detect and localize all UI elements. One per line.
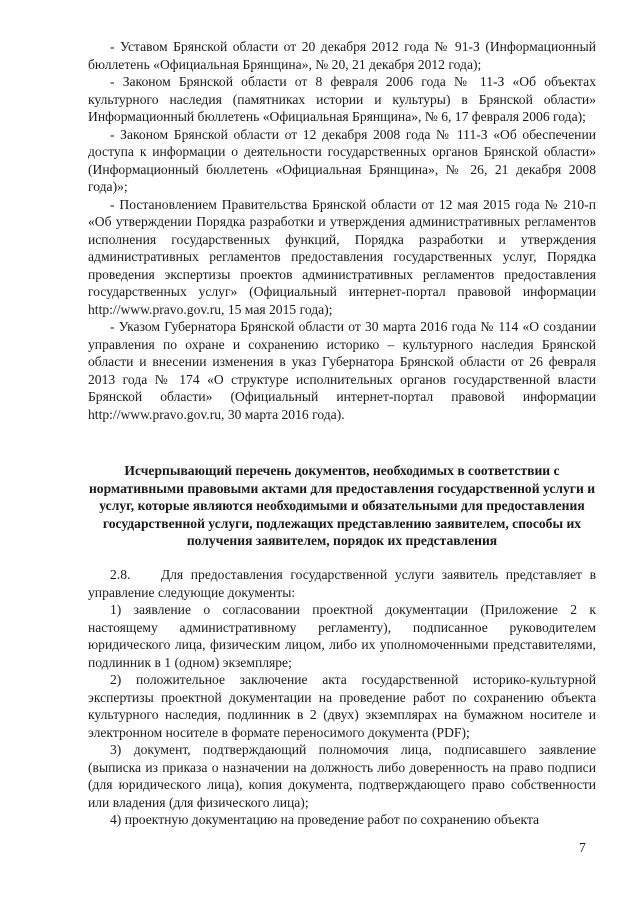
section-heading: Исчерпывающий перечень документов, необходимых в соответствии с нормативными правовыми актами для предоставления государственной услуги и услуг, которые являются необходимыми и обязательными для предоставления государственной услуги, подлежащих представлению заявителем, способы их получения заявителем, порядок их представления	[88, 463, 596, 548]
document-item: 1) заявление о согласовании проектной документации (Приложение 2 к настоящему административному регламенту), подписанное руководителем юридического лица, физическим лицом, либо их уполномоченными представителями, подлинник в 1 (одном) экземпляре;	[88, 602, 596, 670]
page-number: 7	[579, 840, 586, 855]
legal-item: - Указом Губернатора Брянской области от 30 марта 2016 года № 114 «О создании управления по охране и сохранению историко – культурного наследия Брянской области и внесении изменения в указ Губернатора Брянской области от 26 февраля 2013 года № 174 «О структуре исполнительных органов государственной власти Брянской области» (Официальный интернет-портал правовой информации http://www.pravo.gov.ru, 30 марта 2016 года).	[88, 319, 596, 422]
clause-intro: 2.8. Для предоставления государственной услуги заявитель представляет в управление следующие документы:	[88, 567, 600, 600]
legal-item: - Законом Брянской области от 8 февраля 2006 года № 11-З «Об объектах культурного наследия (памятниках истории и культуры) в Брянской области» Информационный бюллетень «Официальная Брянщина», № 6, 17 февраля 2006 года);	[88, 74, 596, 124]
legal-basis-list	[88, 38, 596, 423]
legal-item: - Уставом Брянской области от 20 декабря 2012 года № 91-З (Информационный бюллетень «Официальная Брянщина», № 20, 21 декабря 2012 года);	[88, 39, 596, 72]
required-documents-list	[88, 566, 600, 829]
legal-item: - Законом Брянской области от 12 декабря 2008 года № 111-З «Об обеспечении доступа к информации о деятельности государственных органов Брянской области» (Информационный бюллетень «Официальная Брянщина», № 26, 21 декабря 2008 года)»;	[88, 126, 596, 194]
document-item: 2) положительное заключение акта государственной историко-культурной экспертизы проектной документации на проведение работ по сохранению объекта культурного наследия, подлинник в 2 (двух) экземплярах на бумажном носителе и электронном носителе в формате переносимого документа (PDF);	[88, 672, 596, 740]
document-item: 4) проектную документацию на проведение работ по сохранению объекта	[110, 812, 540, 827]
document-item: 3) документ, подтверждающий полномочия лица, подписавшего заявление (выписка из приказа о назначении на должность либо доверенность на право подписи (для юридического лица), копия документа, подтверждающего право собственности или владения (для физического лица);	[88, 742, 596, 810]
legal-item: - Постановлением Правительства Брянской области от 12 мая 2015 года № 210-п «Об утверждении Порядка разработки и утверждения административных регламентов исполнения государственных функций, Порядка разработки и утверждения административных регламентов предоставления государственных услуг, Порядка проведения экспертизы проектов административных регламентов предоставления государственных услуг» (Официальный интернет-портал правовой информации http://www.pravo.gov.ru, 15 мая 2015 года);	[88, 196, 596, 317]
